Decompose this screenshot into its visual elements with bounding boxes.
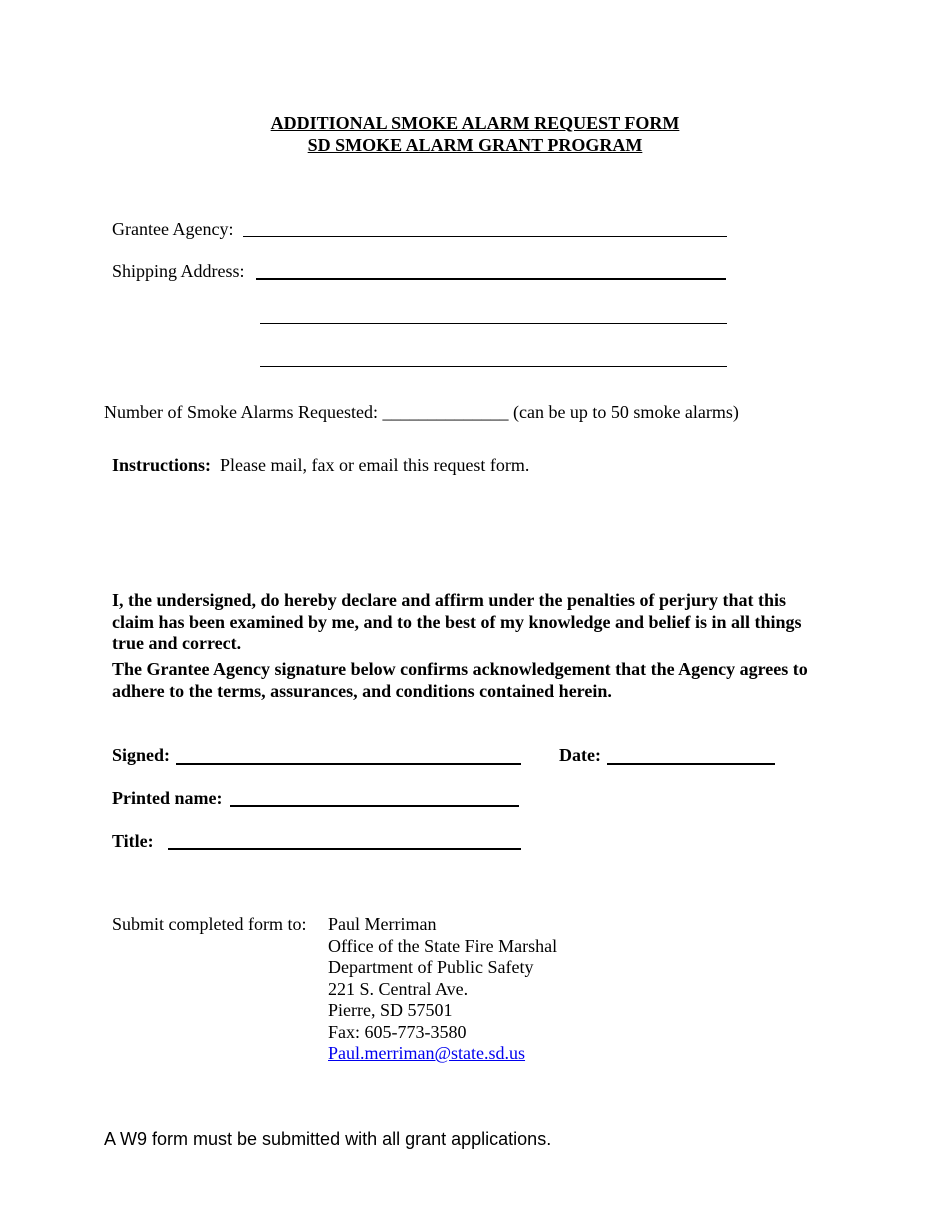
- date-field[interactable]: [607, 763, 775, 765]
- title-field[interactable]: [168, 848, 521, 850]
- shipping-address-field-line2[interactable]: [260, 323, 727, 324]
- submit-label: Submit completed form to:: [112, 914, 307, 934]
- w9-note: A W9 form must be submitted with all grant applications.: [104, 1129, 552, 1149]
- signed-label: Signed:: [112, 745, 171, 765]
- contact-department: Department of Public Safety: [328, 957, 534, 977]
- alarms-requested-label: Number of Smoke Alarms Requested:: [104, 402, 378, 422]
- grantee-agency-label: Grantee Agency:: [112, 219, 234, 239]
- contact-street: 221 S. Central Ave.: [328, 978, 469, 999]
- instructions: [112, 455, 529, 476]
- form-title: ADDITIONAL SMOKE ALARM REQUEST FORM: [270, 113, 680, 133]
- shipping-address-label: Shipping Address:: [112, 261, 245, 281]
- printed-name-label: Printed name:: [112, 788, 223, 808]
- instructions-label: Instructions:: [112, 455, 212, 475]
- contact-city: Pierre, SD 57501: [328, 1000, 453, 1020]
- contact-office: Office of the State Fire Marshal: [328, 935, 558, 956]
- contact-name: Paul Merriman: [328, 914, 437, 934]
- declaration-paragraph-1: I, the undersigned, do hereby declare and affirm under the penalties of perjury that this claim has been examined by me, and to the best of my knowledge and belief is in all things true and correct.: [112, 590, 802, 653]
- date-label: Date:: [559, 745, 601, 765]
- instructions-text: Please mail, fax or email this request form.: [220, 455, 530, 475]
- signed-field[interactable]: [176, 763, 521, 765]
- shipping-address-field-line3[interactable]: [260, 366, 727, 367]
- contact-fax: Fax: 605-773-3580: [328, 1021, 467, 1042]
- form-subtitle: SD SMOKE ALARM GRANT PROGRAM: [307, 135, 643, 155]
- alarms-requested-row: [104, 402, 739, 423]
- submit-address-block: [328, 914, 557, 1065]
- grantee-agency-field[interactable]: [243, 236, 727, 237]
- title-label: Title:: [112, 831, 154, 851]
- contact-email-link[interactable]: Paul.merriman@state.sd.us: [328, 1043, 526, 1063]
- shipping-address-field-line1[interactable]: [256, 278, 726, 280]
- alarms-requested-field[interactable]: ______________: [382, 402, 509, 422]
- alarms-requested-note: (can be up to 50 smoke alarms): [512, 402, 739, 422]
- declaration-paragraph-2: The Grantee Agency signature below confirms acknowledgement that the Agency agrees to adhere to the terms, assurances, and conditions contained herein.: [112, 659, 808, 701]
- printed-name-field[interactable]: [230, 805, 519, 807]
